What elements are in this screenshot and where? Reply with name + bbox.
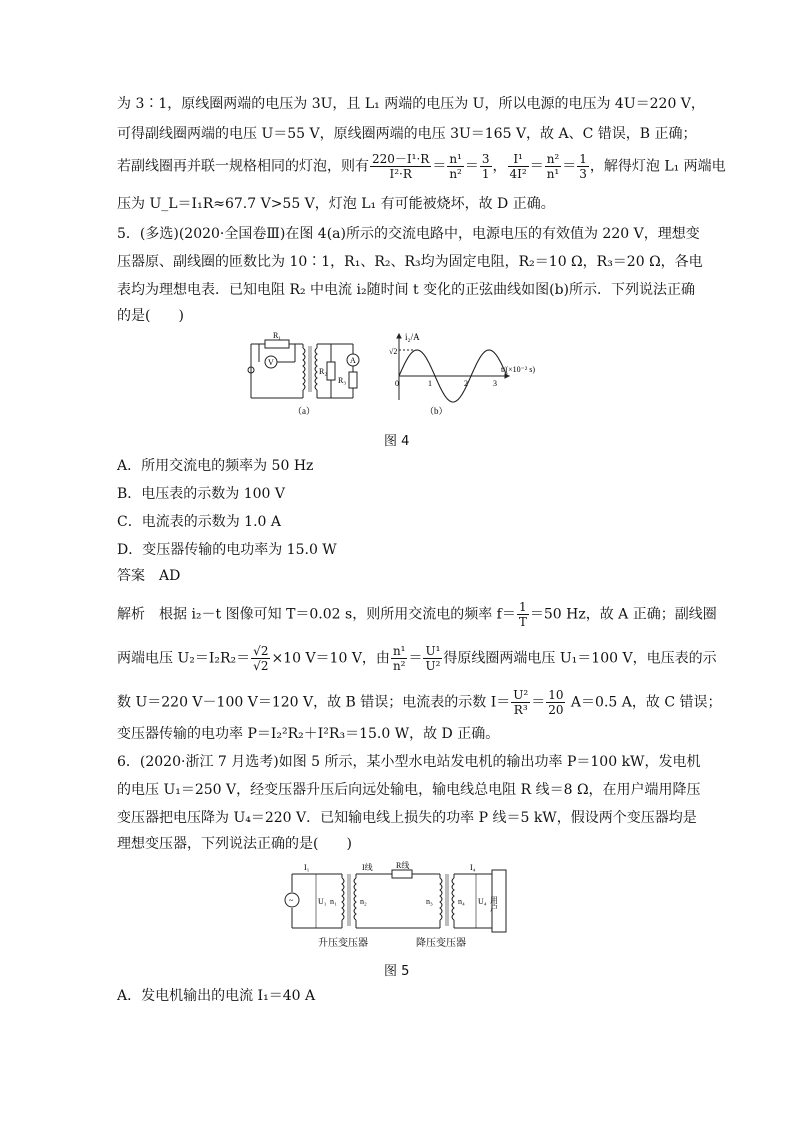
ammeter-label: A — [350, 356, 356, 365]
q5-option-a: A．所用交流电的频率为 50 Hz — [117, 458, 314, 474]
prev-solution-line-2: 可得副线圈两端的电压 U＝55 V，原线圈两端的电压 3U＝165 V，故 A、C 错误，B 正确； — [117, 126, 697, 142]
q6-stem-line-4: 理想变压器，下列说法正确的是( ) — [117, 836, 352, 852]
tick-2: 2 — [464, 379, 468, 388]
label-n4: n₄ — [458, 897, 465, 906]
q5-stem-line-3: 表均为理想电表．已知电阻 R₂ 中电流 i₂随时间 t 变化的正弦曲线如图(b)所示．下列说法正确 — [117, 282, 696, 298]
label-r-line: R线 — [396, 861, 410, 870]
fraction: $\frac{1}{3}$ — [579, 152, 587, 181]
q5-analysis-line-3: 数 U＝220 V－100 V＝120 V，故 B 错误；电流表的示数 I＝ $\frac{\text{U²}}{\text{R³}}$ ＝ $\frac{10}{20}$ A＝0.5 A，故 C 错误； — [117, 688, 722, 717]
q5-analysis-line-4: 变压器传输的电功率 P＝I₂²R₂＋I²R₃＝15.0 W，故 D 正确。 — [117, 726, 500, 742]
figure-4-caption: 图 4 — [384, 434, 410, 449]
prev-solution-line-3: 若副线圈再并联一规格相同的灯泡，则有 $\frac{\text{220－I¹·R}}{\text{I²·R}}$ ＝ $\frac{\text{n¹}}{\text{n²}}$ ＝ $\frac{3}{1}$ ， $\frac{\text{I¹}}{\text{4I²}}$ ＝ $\frac{\text{n²}}{\text{n¹}}$ ＝ $\frac{1}{3}$ ，解得灯泡 L₁ 两端电 — [117, 152, 726, 181]
q6-stem-line-2: 的电压 U₁＝250 V，经变压器升压后向远处输电，输电线总电阻 R 线＝8 Ω，在用户端用降压 — [117, 782, 701, 798]
figure-4a-circuit — [245, 330, 370, 420]
q5-analysis-line-1: 解析 根据 i₂－t 图像可知 T＝0.02 s，则所用交流电的频率 f＝ $\frac{1}{T}$ ＝50 Hz，故 A 正确；副线圈 — [117, 600, 717, 629]
q5-stem-line-1: 5．(多选)(2020·全国卷Ⅲ)在图 4(a)所示的交流电路中，电源电压的有效值为 220 V，理想变 — [117, 226, 700, 242]
fraction: $\frac{1}{T}$ — [518, 600, 527, 629]
label-u4: U₄ — [478, 897, 487, 906]
q5-stem-line-4: 的是( ) — [117, 308, 184, 324]
q6-option-a: A．发电机输出的电流 I₁＝40 A — [117, 988, 316, 1004]
prev-solution-text: 若副线圈再并联一规格相同的灯泡，则有 — [117, 158, 369, 175]
prev-solution-line-1: 为 3∶1，原线圈两端的电压为 3U，且 L₁ 两端的电压为 U，所以电源的电压为 4U＝220 V， — [117, 96, 705, 112]
step-down-transformer-label: 降压变压器 — [416, 938, 466, 949]
label-n2: n₂ — [360, 897, 367, 906]
fraction: $\frac{3}{1}$ — [481, 152, 490, 181]
label-u1: U₁ — [318, 897, 327, 906]
fraction: $\frac{\text{220－I¹·R}}{\text{I²·R}}$ — [372, 152, 430, 181]
fraction: $\frac{\text{I¹}}{\text{4I²}}$ — [509, 152, 527, 181]
x-axis-label: t/(×10⁻² s) — [501, 365, 536, 374]
label-i1: I₁ — [304, 863, 310, 872]
label-n1: n₁ — [330, 897, 337, 906]
fraction: $\frac{\text{U²}}{\text{R³}}$ — [513, 688, 529, 717]
label-i-line: I线 — [362, 863, 373, 872]
q6-stem-line-1: 6．(2020·浙江 7 月选考)如图 5 所示，某小型水电站发电机的输出功率 P＝100 kW，发电机 — [117, 754, 701, 770]
fraction: $\frac{\text{U¹}}{\text{U²}}$ — [425, 644, 441, 673]
tick-3: 3 — [493, 379, 497, 388]
q5-option-b: B．电压表的示数为 100 V — [117, 486, 286, 502]
label-r2: R₂ — [319, 367, 328, 376]
ac-source-icon: ~ — [289, 896, 294, 905]
voltmeter-label: V — [268, 358, 274, 367]
user-label: 用户 — [489, 896, 499, 912]
q5-option-c: C．电流表的示数为 1.0 A — [117, 514, 281, 530]
label-r1: R₁ — [273, 331, 282, 340]
figure-4a-sublabel: （a） — [293, 406, 315, 416]
amplitude-label: √2 — [389, 347, 398, 356]
figure-4b-sublabel: （b） — [425, 406, 448, 416]
y-axis-label: i₂/A — [405, 332, 420, 342]
q5-option-d: D．变压器传输的电功率为 15.0 W — [117, 542, 337, 558]
fraction: $\frac{\text{n²}}{\text{n¹}}$ — [546, 152, 560, 181]
q5-stem-line-2: 压器原、副线圈的匝数比为 10∶1，R₁、R₂、R₃均为固定电阻，R₂＝10 Ω，R₃＝20 Ω，各电 — [117, 254, 703, 270]
figure-4b-sine-graph — [385, 326, 550, 420]
fraction: $\frac{\text{n¹}}{\text{n²}}$ — [392, 644, 406, 673]
prev-solution-line-4: 压为 U_L＝I₁R≈67.7 V>55 V，灯泡 L₁ 有可能被烧坏，故 D 正确。 — [117, 196, 555, 212]
figure-5-caption: 图 5 — [384, 964, 410, 979]
tick-1: 1 — [428, 379, 432, 388]
q5-answer: 答案 AD — [117, 568, 181, 584]
figure-5-transmission-circuit — [280, 860, 520, 952]
label-n3: n₃ — [426, 897, 433, 906]
step-up-transformer-label: 升压变压器 — [318, 938, 368, 949]
q5-analysis-line-2: 两端电压 U₂＝I₂R₂＝ $\frac{√2}{√2}$ ×10 V＝10 V，由 $\frac{\text{n¹}}{\text{n²}}$ ＝ $\frac{\text{U¹}}{\text{U²}}$ 得原线圈两端电压 U₁＝100 V，电压表的示 — [117, 644, 717, 673]
label-r3: R₃ — [338, 376, 347, 385]
fraction: $\frac{\text{n¹}}{\text{n²}}$ — [449, 152, 462, 181]
tick-0: 0 — [395, 379, 399, 388]
label-i4: I₄ — [470, 863, 476, 872]
fraction: $\frac{10}{20}$ — [548, 688, 564, 717]
fraction: $\frac{√2}{√2}$ — [253, 644, 269, 673]
q6-stem-line-3: 变压器把电压降为 U₄＝220 V．已知输电线上损失的功率 P 线＝5 kW，假设两个变压器均是 — [117, 810, 697, 826]
